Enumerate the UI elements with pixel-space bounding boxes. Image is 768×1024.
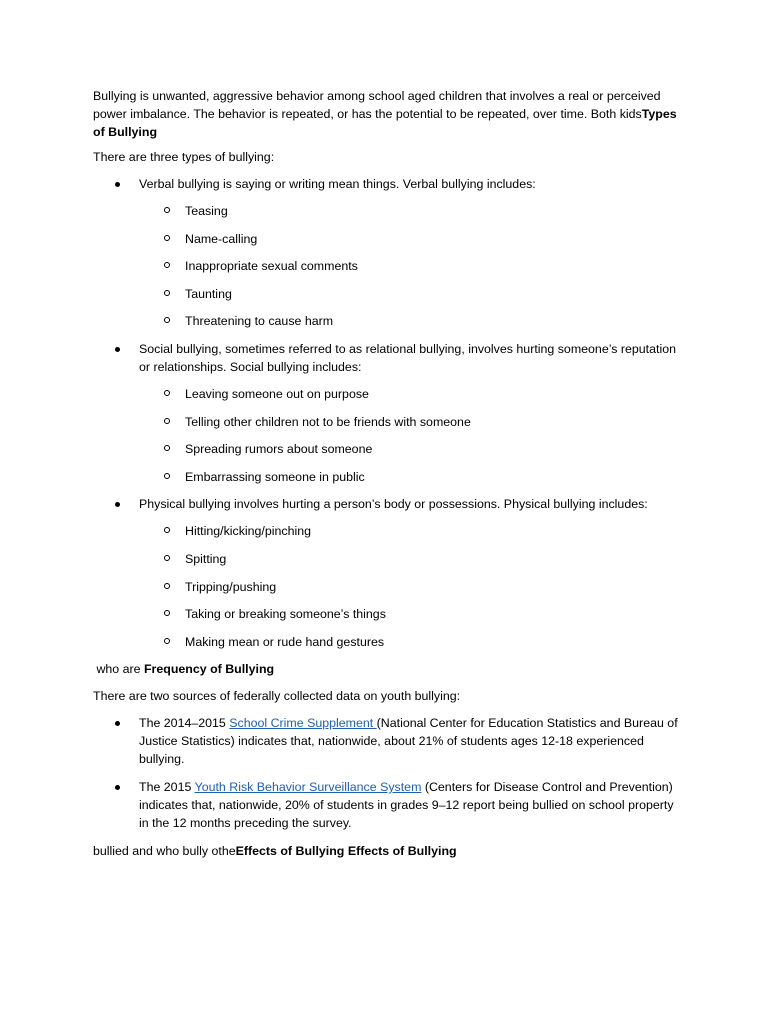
list-item (185, 285, 683, 313)
closing-line (93, 842, 683, 860)
list-item (185, 605, 683, 633)
social-sublist (139, 385, 683, 495)
social-bullying-text: Social bullying, sometimes referred to as relational bullying, involves hurting someone’s reputation or relationships. Social bullying includes: (139, 341, 676, 374)
list-item-text: Hitting/kicking/pinching (185, 524, 312, 539)
list-item (185, 468, 683, 496)
list-item-text: Embarrassing someone in public (185, 469, 365, 484)
bullet-icon (115, 347, 120, 352)
list-item-text: Telling other children not to be friends with someone (185, 414, 471, 429)
list-item (185, 385, 683, 413)
hollow-bullet-icon (164, 262, 170, 268)
intro-both-kids: Both kids (590, 107, 642, 121)
types-lead: There are three types of bullying: (93, 150, 275, 164)
list-item-text: Inappropriate sexual comments (185, 259, 358, 274)
list-item (185, 230, 683, 258)
list-item-text: Making mean or rude hand gestures (185, 634, 385, 649)
bullet-icon (115, 182, 120, 187)
list-item-text: Taunting (185, 286, 232, 301)
list-item (185, 633, 683, 661)
list-item-text: Teasing (185, 204, 228, 218)
stat-2-post: (Centers for Disease Control and Prevention) indicates that, nationwide, 20% of students in grades 9–12 report being bullied on school property in the 12 months preceding the survey. (139, 780, 674, 831)
stat-2-text (139, 778, 683, 832)
effects-heading: Effects of Bullying Effects of Bullying (235, 844, 457, 859)
list-item-text: Taking or breaking someone’s things (185, 607, 386, 622)
list-item-text: Leaving someone out on purpose (185, 386, 369, 401)
list-item-stat-1 (93, 714, 683, 768)
stat-1-pre: The 2014–2015 (139, 716, 230, 731)
list-item-text: Spitting (185, 551, 227, 566)
hollow-bullet-icon (164, 317, 170, 323)
list-item (185, 578, 683, 606)
hollow-bullet-icon (164, 555, 170, 561)
list-item-text: Name-calling (185, 231, 258, 246)
bullet-icon (115, 502, 120, 507)
stats-list (93, 714, 683, 832)
physical-sublist (139, 522, 683, 660)
list-item (185, 413, 683, 441)
list-item-physical (93, 495, 683, 660)
list-item (185, 550, 683, 578)
list-item-stat-2 (93, 778, 683, 832)
frequency-heading-line (93, 660, 683, 678)
bullet-icon (115, 785, 120, 790)
frequency-lead: There are two sources of federally collected data on youth bullying: (93, 689, 461, 704)
hollow-bullet-icon (164, 583, 170, 589)
hollow-bullet-icon (164, 473, 170, 479)
frequency-heading: Frequency of Bullying (143, 662, 275, 677)
intro-text: Bullying is unwanted, aggressive behavior among school aged children that involves a real or perceived power imbalance. The behavior is repeated, or has the potential to be repeated, over time. (93, 89, 661, 121)
list-item-verbal (93, 175, 683, 340)
list-item (185, 202, 683, 230)
list-item-text: Spreading rumors about someone (185, 442, 373, 457)
hollow-bullet-icon (164, 527, 170, 533)
school-crime-supplement-link[interactable]: School Crime Supplement (229, 716, 377, 731)
verbal-sublist (139, 202, 683, 340)
bullet-icon (115, 721, 120, 726)
list-item-text: Tripping/pushing (185, 579, 277, 594)
list-item (185, 522, 683, 550)
verbal-bullying-text: Verbal bullying is saying or writing mean things. Verbal bullying includes: (139, 177, 536, 191)
hollow-bullet-icon (164, 418, 170, 424)
list-item-text: Threatening to cause harm (185, 314, 334, 329)
hollow-bullet-icon (164, 638, 170, 644)
types-list (93, 175, 683, 660)
who-are-text: who are (93, 662, 144, 677)
list-item (185, 257, 683, 285)
hollow-bullet-icon (164, 445, 170, 451)
list-item (185, 312, 683, 340)
hollow-bullet-icon (164, 610, 170, 616)
hollow-bullet-icon (164, 235, 170, 241)
physical-bullying-text: Physical bullying involves hurting a person’s body or possessions. Physical bullying includes: (139, 497, 648, 512)
stat-1-text (139, 714, 683, 768)
types-heading: Types of Bullying (93, 107, 677, 139)
yrbss-link[interactable]: Youth Risk Behavior Surveillance System (194, 780, 422, 795)
hollow-bullet-icon (164, 390, 170, 396)
list-item (185, 440, 683, 468)
hollow-bullet-icon (164, 207, 170, 213)
intro-paragraph (93, 87, 683, 141)
list-item-social (93, 340, 683, 495)
stat-1-post: (National Center for Education Statistics and Bureau of Justice Statistics) indicates that, nationwide, about 21% of students ages 12-18 experienced bullying. (139, 716, 678, 767)
stat-2-pre: The 2015 (139, 780, 195, 795)
document-body (93, 87, 683, 869)
hollow-bullet-icon (164, 290, 170, 296)
closing-text: bullied and who bully othe (93, 844, 236, 859)
